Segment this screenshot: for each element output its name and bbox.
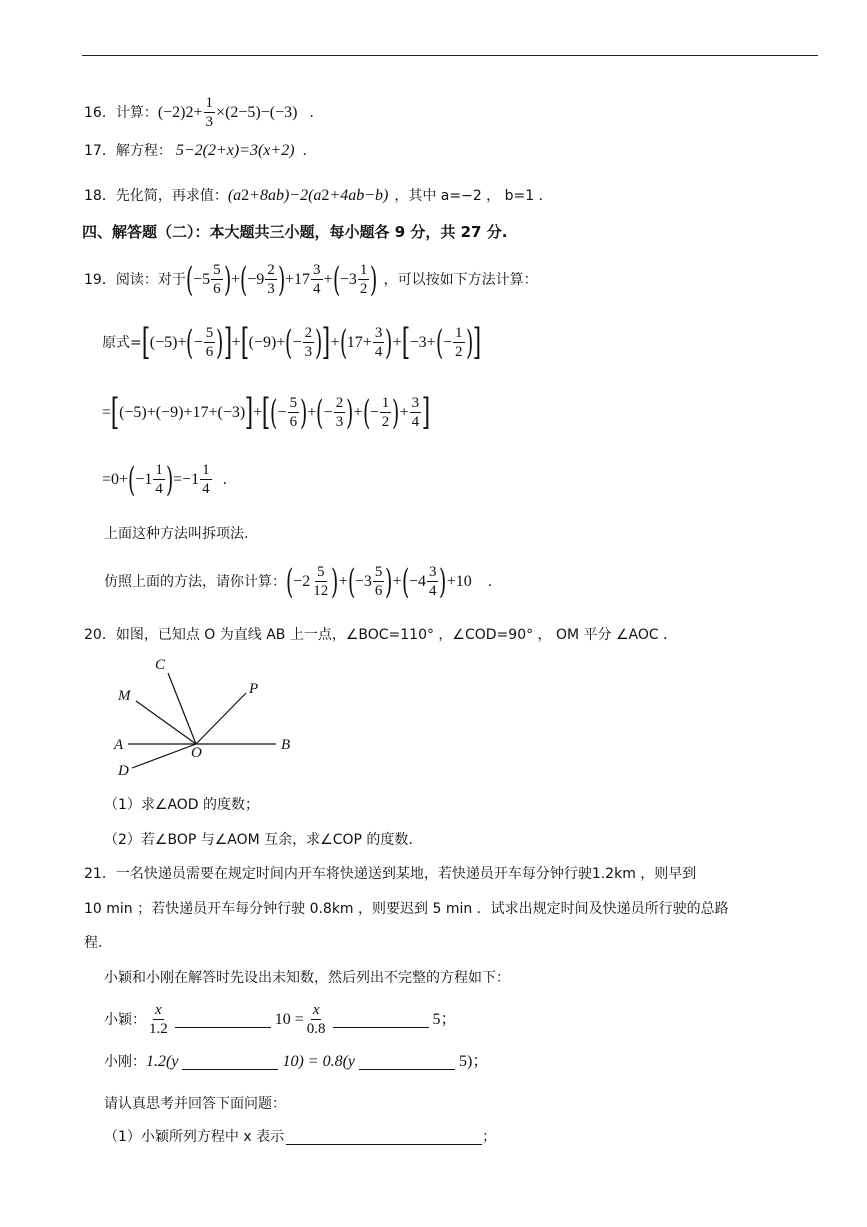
question-16 (84, 96, 323, 130)
math-expr: +8ab)−2(a (249, 187, 322, 204)
punct: ； (482, 1129, 497, 1145)
header-rule (82, 55, 818, 56)
xiaoying-equation: 小颖： $\frac{x}{1.2}$ 10 = $\frac{x}{0.8}$ 5； (104, 1002, 457, 1037)
q20-sub2: （2）若∠BOP 与∠AOM 互余，求∠COP 的度数. (104, 832, 413, 848)
label-p: P (249, 681, 259, 697)
question-number: 19． (84, 272, 116, 288)
question-text: 一名快递员需要在规定时间内开车将快递送到某地，若快递员开车每分钟行驶1.2km ，则早到 (115, 866, 697, 882)
question-tail: ，其中 a=−2 ， b=1 ． (394, 188, 553, 204)
math-expr: +4ab−b) (329, 187, 389, 204)
question-text: 如图，已知点 O 为直线 AB 上一点，∠BOC=110° ，∠COD=90° ， OM 平分 ∠AOC ． (115, 627, 678, 643)
task-label: 仿照上面的方法，请你计算： (104, 574, 286, 590)
question-label: 阅读：对于 (115, 272, 186, 288)
question-17 (84, 141, 317, 161)
blank-field[interactable] (333, 1013, 429, 1028)
q21-ask: 请认真思考并回答下面问题： (104, 1096, 286, 1112)
derivation-line-2: = [ (−5)+(−9)+17+(−3) ] + [ ( − $\frac{5}{6}$ ) + ( − $\frac{2}{3}$ ) + ( − $\frac{1}{2}$ ) + $\frac{3}{4}$ ] (102, 392, 431, 433)
label-o: O (191, 745, 202, 761)
answer-blank[interactable] (286, 1130, 482, 1145)
ray-od (132, 744, 196, 768)
question-20 (84, 625, 677, 645)
student-label: 小颖： (104, 1012, 146, 1028)
q21-line2: 10 min ；若快递员开车每分钟行驶 0.8km ，则要迟到 5 min ．试求出规定时间及快递员所行驶的总路 (84, 901, 729, 917)
question-tail: ，可以按如下方法计算： (383, 272, 538, 288)
punct: ． (302, 143, 317, 159)
question-label: 先化简，再求值： (115, 188, 228, 204)
q21-intro: 小颖和小刚在解答时先设出未知数，然后列出不完整的方程如下： (104, 970, 510, 986)
q21-line3: 程. (84, 935, 103, 951)
math-op: + (193, 104, 203, 121)
blank-field[interactable] (182, 1055, 278, 1070)
punct: ． (309, 105, 324, 121)
blank-field[interactable] (359, 1055, 455, 1070)
method-note: 上面这种方法叫拆项法. (104, 526, 249, 542)
math-expr: ×(2−5)−(−3) (216, 104, 298, 121)
question-21 (84, 864, 696, 884)
student-label: 小刚： (104, 1054, 146, 1070)
derivation-line-3: =0+ ( −1 $\frac{1}{4}$ ) =−1 $\frac{1}{4}$ ． (102, 460, 237, 500)
task-line: 仿照上面的方法，请你计算： ( −2 $\frac{5}{12}$ ) + ( −3 $\frac{5}{6}$ ) + ( −4 $\frac{3}{4}$ ) +10 ． (104, 562, 502, 602)
question-number: 20． (84, 627, 116, 643)
exponent: 2 (185, 104, 194, 121)
section-heading: 四、解答题（二）：本大题共三小题，每小题各 9 分，共 27 分. (82, 223, 508, 241)
line-label: 原式= (102, 335, 142, 351)
sub-question: （1）小颖所列方程中 x 表示 (104, 1129, 285, 1145)
question-label: 计算： (115, 105, 158, 121)
math-expr: (−2) (157, 104, 186, 121)
math-expr: (a (227, 187, 242, 204)
angle-figure (100, 655, 310, 785)
question-number: 18． (84, 188, 116, 204)
label-a: A (114, 737, 124, 753)
math-expr: 5−2(2+x)=3(x+2) (175, 142, 295, 159)
exponent: 2 (321, 187, 330, 204)
derivation-line-1: 原式= [ (−5)+ ( − $\frac{5}{6}$ ) ] + [ (−9)+ ( − $\frac{2}{3}$ ) ] + ( 17+ $\frac{3}{4}$ ) + [ −3+ ( − $\frac{1}{2}$ ) ] (102, 322, 482, 363)
label-m: M (118, 688, 131, 704)
q20-sub1: （1）求∠AOD 的度数； (104, 797, 260, 813)
fraction: $\frac{1}{3}$ (205, 95, 214, 130)
label-b: B (281, 737, 291, 753)
q21-sub1 (104, 1127, 496, 1147)
label-d: D (118, 763, 129, 779)
blank-field[interactable] (175, 1013, 271, 1028)
question-number: 16． (84, 105, 116, 121)
question-number: 17． (84, 143, 116, 159)
exponent: 2 (241, 187, 250, 204)
question-18 (84, 186, 553, 206)
ray-op (196, 693, 246, 744)
label-c: C (155, 657, 166, 673)
xiaogang-equation: 小刚： 1.2(y 10) = 0.8(y 5)； (104, 1053, 489, 1070)
question-number: 21． (84, 866, 116, 882)
question-19: 19． 阅读：对于 ( −5 $\frac{5}{6}$ ) + ( −9 $\frac{2}{3}$ ) +17 $\frac{3}{4}$ + ( −3 $\frac{1}{2}$ ) ，可以按如下方法计算： (84, 260, 538, 300)
question-label: 解方程： (115, 143, 172, 159)
